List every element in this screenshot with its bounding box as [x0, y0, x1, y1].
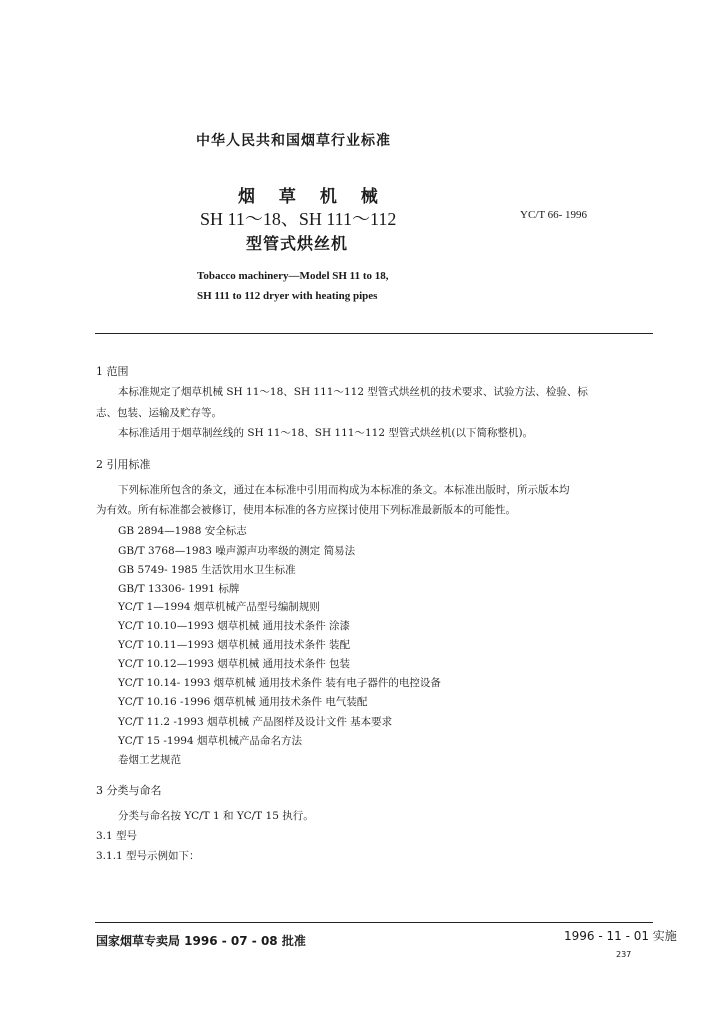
reference-item: GB 2894—1988 安全标志: [118, 525, 247, 537]
english-title-line-1: Tobacco machinery—Model SH 11 to 18,: [197, 270, 389, 282]
section-2-intro-line-2: 为有效。所有标准都会被修订，使用本标准的各方应探讨使用下列标准最新版本的可能性。: [96, 504, 516, 516]
header-divider: [95, 333, 653, 334]
standard-code: YC/T 66- 1996: [520, 209, 588, 221]
reference-item: 卷烟工艺规范: [118, 754, 181, 766]
reference-item: YC/T 10.16 -1996 烟草机械 通用技术条件 电气装配: [118, 696, 368, 708]
title-line-2: SH 11～18、SH 111～112: [200, 209, 397, 229]
footer-divider: [95, 922, 653, 923]
page-number: 237: [616, 950, 632, 959]
reference-item: YC/T 10.11—1993 烟草机械 通用技术条件 装配: [118, 639, 350, 651]
industry-standard-label: 中华人民共和国烟草行业标准: [196, 133, 391, 149]
implementation-date: 1996 - 11 - 01 实施: [564, 929, 677, 943]
reference-item: GB/T 13306- 1991 标牌: [118, 583, 240, 595]
section-3-intro: 分类与命名按 YC/T 1 和 YC/T 15 执行。: [118, 810, 314, 822]
reference-item: GB 5749- 1985 生活饮用水卫生标准: [118, 564, 296, 576]
title-line-3: 型管式烘丝机: [246, 234, 349, 253]
english-title-line-2: SH 111 to 112 dryer with heating pipes: [197, 290, 378, 302]
section-3-heading: 3 分类与命名: [96, 784, 162, 797]
title-line-1: 烟 草 机 械: [238, 187, 380, 207]
reference-item: YC/T 15 -1994 烟草机械产品命名方法: [118, 735, 302, 747]
section-1-para-1-line-1: 本标准规定了烟草机械 SH 11～18、SH 111～112 型管式烘丝机的技术要求、试验方法、检验、标: [118, 386, 588, 398]
section-2-heading: 2 引用标准: [96, 458, 151, 471]
approval-date: 国家烟草专卖局 1996 - 07 - 08 批准: [96, 934, 306, 948]
section-1-para-1-line-2: 志、包装、运输及贮存等。: [96, 407, 222, 419]
reference-item: YC/T 1—1994 烟草机械产品型号编制规则: [118, 601, 320, 613]
reference-item: YC/T 10.12—1993 烟草机械 通用技术条件 包装: [118, 658, 350, 670]
reference-item: YC/T 10.10—1993 烟草机械 通用技术条件 涂漆: [118, 620, 350, 632]
section-3-1-heading: 3.1 型号: [96, 830, 138, 842]
reference-item: YC/T 10.14- 1993 烟草机械 通用技术条件 装有电子器件的电控设备: [118, 677, 441, 689]
reference-item: GB/T 3768—1983 噪声源声功率级的测定 简易法: [118, 545, 356, 557]
section-2-intro-line-1: 下列标准所包含的条文，通过在本标准中引用而构成为本标准的条文。本标准出版时，所示版本均: [118, 484, 570, 496]
section-1-para-2: 本标准适用于烟草制丝线的 SH 11～18、SH 111～112 型管式烘丝机(以下简称整机)。: [118, 427, 534, 439]
reference-item: YC/T 11.2 -1993 烟草机械 产品图样及设计文件 基本要求: [118, 716, 393, 728]
section-3-1-1-heading: 3.1.1 型号示例如下：: [96, 850, 200, 862]
section-1-heading: 1 范围: [96, 365, 129, 378]
